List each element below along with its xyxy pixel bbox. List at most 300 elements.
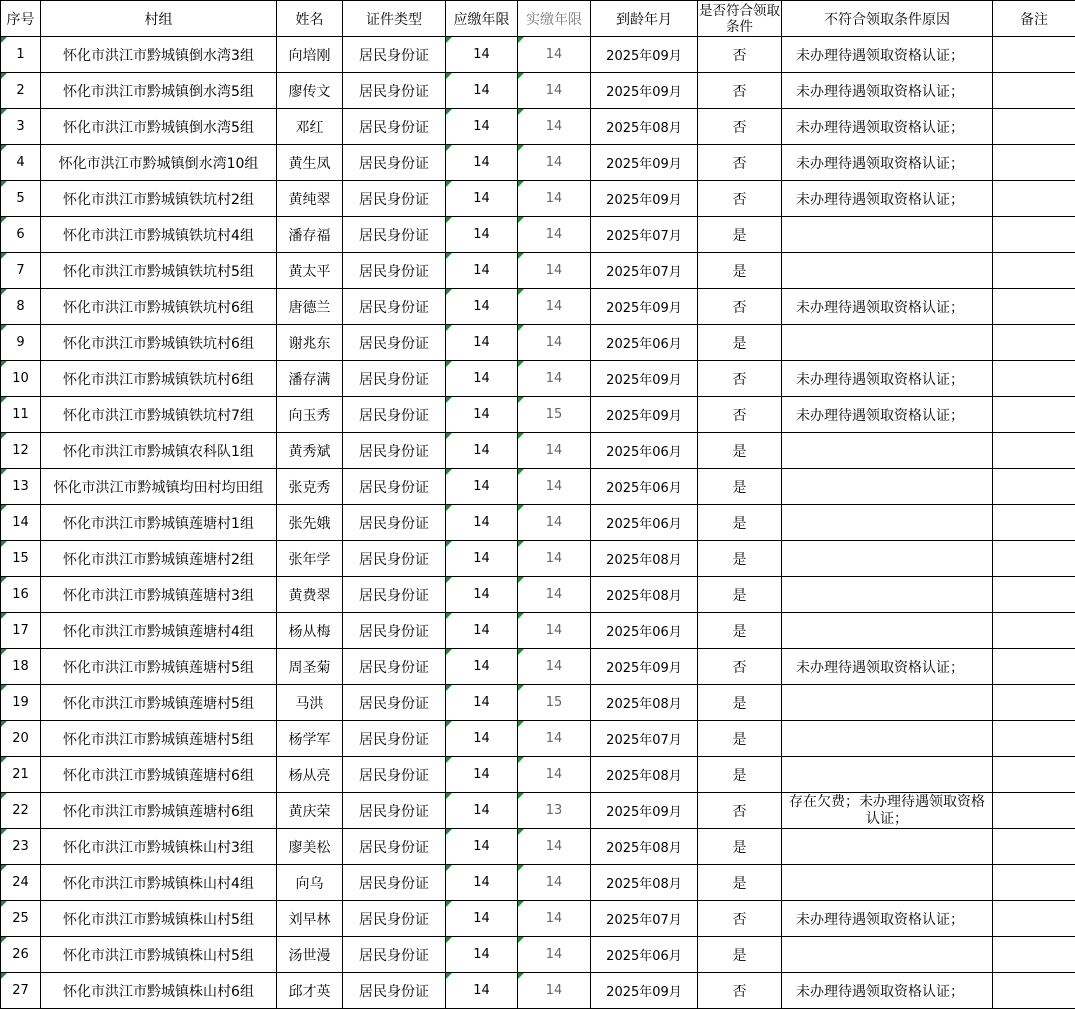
cell-reason[interactable] [782,325,993,361]
cell-village[interactable]: 怀化市洪江市黔城镇莲塘村5组 [41,649,277,685]
cell-paid-years[interactable]: 14 [518,721,591,757]
cell-id-type[interactable]: 居民身份证 [343,217,446,253]
table-row [1,469,1075,505]
cell-age-date[interactable]: 2025年08月 [591,685,698,721]
cell-remark[interactable] [993,109,1075,145]
cell-name[interactable]: 张克秀 [277,469,343,505]
cell-eligible[interactable]: 否 [698,973,782,1009]
cell-name[interactable]: 潘存满 [277,361,343,397]
cell-age-date[interactable]: 2025年06月 [591,325,698,361]
cell-reason[interactable] [782,469,993,505]
cell-no[interactable]: 7 [1,253,41,289]
cell-paid-years[interactable]: 14 [518,37,591,73]
cell-reason[interactable] [782,433,993,469]
cell-paid-years[interactable]: 14 [518,541,591,577]
cell-eligible[interactable]: 是 [698,721,782,757]
cell-remark[interactable] [993,901,1075,937]
cell-required-years[interactable]: 14 [446,757,518,793]
cell-remark[interactable] [993,433,1075,469]
cell-village[interactable]: 怀化市洪江市黔城镇莲塘村4组 [41,613,277,649]
table-row [1,721,1075,757]
cell-village[interactable]: 怀化市洪江市黔城镇铁坑村6组 [41,289,277,325]
cell-village[interactable]: 怀化市洪江市黔城镇株山村4组 [41,865,277,901]
header-reason[interactable]: 不符合领取条件原因 [782,1,993,37]
cell-eligible[interactable]: 否 [698,181,782,217]
cell-village[interactable]: 怀化市洪江市黔城镇莲塘村5组 [41,721,277,757]
cell-village[interactable]: 怀化市洪江市黔城镇铁坑村7组 [41,397,277,433]
table-row [1,37,1075,73]
cell-eligible[interactable]: 是 [698,541,782,577]
cell-remark[interactable] [993,253,1075,289]
cell-paid-years[interactable]: 14 [518,829,591,865]
cell-no[interactable]: 3 [1,109,41,145]
header-village[interactable]: 村组 [41,1,277,37]
header-age-date[interactable]: 到龄年月 [591,1,698,37]
header-eligible[interactable]: 是否符合领取条件 [699,2,780,35]
cell-eligible[interactable]: 否 [698,901,782,937]
cell-paid-years[interactable]: 14 [518,865,591,901]
table-row [1,397,1075,433]
cell-name[interactable]: 刘早林 [277,901,343,937]
cell-reason[interactable] [782,829,993,865]
cell-required-years[interactable]: 14 [446,541,518,577]
cell-no[interactable]: 12 [1,433,41,469]
cell-eligible[interactable]: 是 [698,469,782,505]
cell-no[interactable]: 17 [1,613,41,649]
cell-id-type[interactable]: 居民身份证 [343,73,446,109]
cell-no[interactable]: 25 [1,901,41,937]
cell-name[interactable]: 杨从梅 [277,613,343,649]
cell-village[interactable]: 怀化市洪江市黔城镇株山村3组 [41,829,277,865]
cell-village[interactable]: 怀化市洪江市黔城镇莲塘村6组 [41,757,277,793]
cell-no[interactable]: 21 [1,757,41,793]
cell-required-years[interactable]: 14 [446,397,518,433]
cell-remark[interactable] [993,145,1075,181]
cell-village[interactable]: 怀化市洪江市黔城镇倒水湾5组 [41,109,277,145]
cell-age-date[interactable]: 2025年06月 [591,937,698,973]
cell-no[interactable]: 11 [1,397,41,433]
header-name[interactable]: 姓名 [277,1,343,37]
cell-name[interactable]: 邱才英 [277,973,343,1009]
cell-village[interactable]: 怀化市洪江市黔城镇株山村5组 [41,937,277,973]
cell-eligible[interactable]: 是 [698,937,782,973]
cell-id-type[interactable]: 居民身份证 [343,397,446,433]
cell-paid-years[interactable]: 14 [518,577,591,613]
cell-required-years[interactable]: 14 [446,181,518,217]
cell-reason[interactable] [782,577,993,613]
cell-required-years[interactable]: 14 [446,685,518,721]
cell-eligible[interactable]: 是 [698,829,782,865]
cell-remark[interactable] [993,217,1075,253]
cell-paid-years[interactable]: 14 [518,253,591,289]
cell-eligible[interactable]: 否 [698,289,782,325]
cell-required-years[interactable]: 14 [446,217,518,253]
cell-required-years[interactable]: 14 [446,253,518,289]
cell-name[interactable]: 向乌 [277,865,343,901]
cell-age-date[interactable]: 2025年09月 [591,289,698,325]
cell-age-date[interactable]: 2025年08月 [591,757,698,793]
cell-age-date[interactable]: 2025年09月 [591,793,698,829]
cell-name[interactable]: 周圣菊 [277,649,343,685]
cell-reason[interactable]: 未办理待遇领取资格认证； [782,649,993,685]
cell-id-type[interactable]: 居民身份证 [343,325,446,361]
cell-remark[interactable] [993,505,1075,541]
cell-name[interactable]: 黄太平 [277,253,343,289]
cell-paid-years[interactable]: 14 [518,217,591,253]
cell-paid-years[interactable]: 14 [518,433,591,469]
cell-paid-years[interactable]: 14 [518,325,591,361]
cell-village[interactable]: 怀化市洪江市黔城镇倒水湾5组 [41,73,277,109]
cell-eligible[interactable]: 是 [698,253,782,289]
cell-remark[interactable] [993,973,1075,1009]
table-row [1,361,1075,397]
cell-name[interactable]: 张年学 [277,541,343,577]
cell-village[interactable]: 怀化市洪江市黔城镇株山村6组 [41,973,277,1009]
cell-eligible[interactable]: 否 [698,793,782,829]
cell-id-type[interactable]: 居民身份证 [343,685,446,721]
cell-age-date[interactable]: 2025年08月 [591,577,698,613]
cell-paid-years[interactable]: 13 [518,793,591,829]
cell-no[interactable]: 6 [1,217,41,253]
cell-name[interactable]: 廖美松 [277,829,343,865]
cell-age-date[interactable]: 2025年08月 [591,829,698,865]
cell-paid-years[interactable]: 14 [518,901,591,937]
cell-name[interactable]: 邓红 [277,109,343,145]
cell-eligible[interactable]: 是 [698,577,782,613]
cell-no[interactable]: 15 [1,541,41,577]
cell-name[interactable]: 黄秀斌 [277,433,343,469]
table-row [1,73,1075,109]
cell-eligible[interactable]: 是 [698,325,782,361]
cell-paid-years[interactable]: 14 [518,181,591,217]
cell-age-date[interactable]: 2025年06月 [591,469,698,505]
cell-required-years[interactable]: 14 [446,613,518,649]
cell-reason[interactable]: 未办理待遇领取资格认证； [782,73,993,109]
cell-village[interactable]: 怀化市洪江市黔城镇莲塘村3组 [41,577,277,613]
cell-remark[interactable] [993,289,1075,325]
table-row [1,613,1075,649]
cell-reason[interactable]: 未办理待遇领取资格认证； [782,145,993,181]
cell-reason[interactable] [782,757,993,793]
header-id-type[interactable]: 证件类型 [343,1,446,37]
cell-eligible[interactable]: 否 [698,397,782,433]
cell-no[interactable]: 2 [1,73,41,109]
cell-id-type[interactable]: 居民身份证 [343,793,446,829]
cell-remark[interactable] [993,361,1075,397]
cell-village[interactable]: 怀化市洪江市黔城镇农科队1组 [41,433,277,469]
cell-required-years[interactable]: 14 [446,325,518,361]
cell-required-years[interactable]: 14 [446,865,518,901]
cell-name[interactable]: 黄庆荣 [277,793,343,829]
cell-paid-years[interactable]: 14 [518,109,591,145]
cell-no[interactable]: 20 [1,721,41,757]
cell-name[interactable]: 黄费翠 [277,577,343,613]
cell-village[interactable]: 怀化市洪江市黔城镇莲塘村2组 [41,541,277,577]
cell-reason[interactable] [782,505,993,541]
cell-no[interactable]: 27 [1,973,41,1009]
cell-reason[interactable] [782,253,993,289]
cell-paid-years[interactable]: 14 [518,361,591,397]
header-remark[interactable]: 备注 [993,1,1075,37]
header-paid-years[interactable]: 实缴年限 [518,1,591,37]
cell-no[interactable]: 4 [1,145,41,181]
table-row [1,289,1075,325]
table-body [1,37,1075,1009]
table-row [1,685,1075,721]
cell-age-date[interactable]: 2025年09月 [591,649,698,685]
cell-required-years[interactable]: 14 [446,577,518,613]
cell-age-date[interactable]: 2025年09月 [591,397,698,433]
cell-eligible[interactable]: 是 [698,505,782,541]
cell-name[interactable]: 马洪 [277,685,343,721]
cell-remark[interactable] [993,469,1075,505]
cell-required-years[interactable]: 14 [446,649,518,685]
cell-id-type[interactable]: 居民身份证 [343,361,446,397]
cell-name[interactable]: 黄纯翠 [277,181,343,217]
cell-paid-years[interactable]: 14 [518,145,591,181]
cell-no[interactable]: 26 [1,937,41,973]
cell-village[interactable]: 怀化市洪江市黔城镇铁坑村2组 [41,181,277,217]
cell-reason[interactable]: 未办理待遇领取资格认证； [782,289,993,325]
cell-reason[interactable] [782,685,993,721]
cell-reason[interactable] [782,937,993,973]
cell-paid-years[interactable]: 14 [518,505,591,541]
cell-paid-years[interactable]: 14 [518,613,591,649]
cell-reason[interactable]: 未办理待遇领取资格认证； [782,397,993,433]
cell-name[interactable]: 潘存福 [277,217,343,253]
cell-name[interactable]: 黄生凤 [277,145,343,181]
cell-remark[interactable] [993,37,1075,73]
cell-name[interactable]: 唐德兰 [277,289,343,325]
table-row [1,757,1075,793]
cell-id-type[interactable]: 居民身份证 [343,541,446,577]
cell-reason[interactable]: 存在欠费；未办理待遇领取资格认证； [782,793,993,829]
cell-age-date[interactable]: 2025年06月 [591,613,698,649]
cell-id-type[interactable]: 居民身份证 [343,973,446,1009]
cell-id-type[interactable]: 居民身份证 [343,757,446,793]
cell-age-date[interactable]: 2025年07月 [591,721,698,757]
cell-no[interactable]: 23 [1,829,41,865]
cell-village[interactable]: 怀化市洪江市黔城镇株山村5组 [41,901,277,937]
cell-id-type[interactable]: 居民身份证 [343,289,446,325]
table-row [1,253,1075,289]
cell-paid-years[interactable]: 14 [518,73,591,109]
cell-eligible[interactable]: 否 [698,73,782,109]
cell-eligible[interactable]: 否 [698,37,782,73]
cell-paid-years[interactable]: 15 [518,397,591,433]
cell-required-years[interactable]: 14 [446,361,518,397]
cell-id-type[interactable]: 居民身份证 [343,505,446,541]
cell-remark[interactable] [993,613,1075,649]
cell-reason[interactable]: 未办理待遇领取资格认证； [782,37,993,73]
cell-age-date[interactable]: 2025年06月 [591,505,698,541]
table-row [1,793,1075,829]
table-row [1,901,1075,937]
cell-id-type[interactable]: 居民身份证 [343,181,446,217]
cell-age-date[interactable]: 2025年09月 [591,973,698,1009]
cell-village[interactable]: 怀化市洪江市黔城镇铁坑村4组 [41,217,277,253]
cell-village[interactable]: 怀化市洪江市黔城镇倒水湾10组 [41,145,277,181]
cell-required-years[interactable]: 14 [446,721,518,757]
cell-paid-years[interactable]: 14 [518,649,591,685]
cell-id-type[interactable]: 居民身份证 [343,37,446,73]
cell-reason[interactable] [782,613,993,649]
cell-eligible[interactable]: 否 [698,109,782,145]
cell-village[interactable]: 怀化市洪江市黔城镇倒水湾3组 [41,37,277,73]
table-row [1,577,1075,613]
cell-reason[interactable]: 未办理待遇领取资格认证； [782,181,993,217]
cell-age-date[interactable]: 2025年06月 [591,433,698,469]
cell-required-years[interactable]: 14 [446,145,518,181]
cell-required-years[interactable]: 14 [446,73,518,109]
cell-no[interactable]: 16 [1,577,41,613]
cell-required-years[interactable]: 14 [446,937,518,973]
cell-id-type[interactable]: 居民身份证 [343,613,446,649]
cell-id-type[interactable]: 居民身份证 [343,937,446,973]
cell-age-date[interactable]: 2025年09月 [591,73,698,109]
cell-eligible[interactable]: 是 [698,685,782,721]
cell-age-date[interactable]: 2025年07月 [591,901,698,937]
cell-eligible[interactable]: 是 [698,217,782,253]
table-row [1,973,1075,1009]
cell-village[interactable]: 怀化市洪江市黔城镇铁坑村5组 [41,253,277,289]
cell-id-type[interactable]: 居民身份证 [343,145,446,181]
cell-id-type[interactable]: 居民身份证 [343,433,446,469]
cell-no[interactable]: 5 [1,181,41,217]
cell-id-type[interactable]: 居民身份证 [343,577,446,613]
cell-required-years[interactable]: 14 [446,829,518,865]
cell-reason[interactable] [782,865,993,901]
cell-required-years[interactable]: 14 [446,505,518,541]
table-row [1,217,1075,253]
cell-remark[interactable] [993,541,1075,577]
cell-village[interactable]: 怀化市洪江市黔城镇铁坑村6组 [41,361,277,397]
cell-id-type[interactable]: 居民身份证 [343,253,446,289]
cell-reason[interactable]: 未办理待遇领取资格认证； [782,109,993,145]
cell-no[interactable]: 10 [1,361,41,397]
cell-name[interactable]: 向培刚 [277,37,343,73]
header-required-years[interactable]: 应缴年限 [446,1,518,37]
cell-required-years[interactable]: 14 [446,109,518,145]
cell-reason[interactable] [782,721,993,757]
cell-paid-years[interactable]: 14 [518,469,591,505]
cell-village[interactable]: 怀化市洪江市黔城镇均田村均田组 [41,469,277,505]
cell-id-type[interactable]: 居民身份证 [343,469,446,505]
cell-remark[interactable] [993,937,1075,973]
cell-required-years[interactable]: 14 [446,289,518,325]
cell-required-years[interactable]: 14 [446,469,518,505]
cell-remark[interactable] [993,73,1075,109]
cell-remark[interactable] [993,649,1075,685]
cell-village[interactable]: 怀化市洪江市黔城镇莲塘村5组 [41,685,277,721]
table-row [1,109,1075,145]
cell-no[interactable]: 9 [1,325,41,361]
cell-eligible[interactable]: 否 [698,145,782,181]
cell-remark[interactable] [993,685,1075,721]
cell-age-date[interactable]: 2025年07月 [591,217,698,253]
cell-eligible[interactable]: 是 [698,757,782,793]
cell-id-type[interactable]: 居民身份证 [343,109,446,145]
cell-name[interactable]: 向玉秀 [277,397,343,433]
cell-age-date[interactable]: 2025年09月 [591,145,698,181]
cell-remark[interactable] [993,865,1075,901]
cell-age-date[interactable]: 2025年08月 [591,865,698,901]
cell-village[interactable]: 怀化市洪江市黔城镇莲塘村1组 [41,505,277,541]
cell-age-date[interactable]: 2025年09月 [591,181,698,217]
cell-id-type[interactable]: 居民身份证 [343,649,446,685]
cell-eligible[interactable]: 否 [698,649,782,685]
cell-remark[interactable] [993,829,1075,865]
cell-reason[interactable]: 未办理待遇领取资格认证； [782,973,993,1009]
cell-age-date[interactable]: 2025年09月 [591,361,698,397]
cell-no[interactable]: 14 [1,505,41,541]
cell-id-type[interactable]: 居民身份证 [343,721,446,757]
cell-required-years[interactable]: 14 [446,901,518,937]
cell-no[interactable]: 8 [1,289,41,325]
cell-no[interactable]: 18 [1,649,41,685]
cell-paid-years[interactable]: 14 [518,937,591,973]
cell-required-years[interactable]: 14 [446,973,518,1009]
cell-reason[interactable] [782,541,993,577]
cell-remark[interactable] [993,181,1075,217]
cell-remark[interactable] [993,757,1075,793]
cell-id-type[interactable]: 居民身份证 [343,829,446,865]
cell-age-date[interactable]: 2025年08月 [591,109,698,145]
cell-required-years[interactable]: 14 [446,793,518,829]
header-no[interactable]: 序号 [1,1,41,37]
cell-paid-years[interactable]: 14 [518,757,591,793]
cell-required-years[interactable]: 14 [446,433,518,469]
cell-age-date[interactable]: 2025年07月 [591,253,698,289]
cell-name[interactable]: 杨学军 [277,721,343,757]
cell-name[interactable]: 谢兆东 [277,325,343,361]
cell-remark[interactable] [993,793,1075,829]
cell-remark[interactable] [993,577,1075,613]
cell-no[interactable]: 13 [1,469,41,505]
cell-remark[interactable] [993,721,1075,757]
cell-eligible[interactable]: 是 [698,433,782,469]
cell-age-date[interactable]: 2025年08月 [591,541,698,577]
cell-no[interactable]: 24 [1,865,41,901]
cell-paid-years[interactable]: 14 [518,973,591,1009]
cell-reason[interactable]: 未办理待遇领取资格认证； [782,901,993,937]
cell-reason[interactable]: 未办理待遇领取资格认证； [782,361,993,397]
cell-name[interactable]: 杨从亮 [277,757,343,793]
cell-name[interactable]: 汤世漫 [277,937,343,973]
cell-eligible[interactable]: 是 [698,865,782,901]
cell-reason[interactable] [782,217,993,253]
cell-name[interactable]: 廖传文 [277,73,343,109]
cell-no[interactable]: 1 [1,37,41,73]
table-row [1,505,1075,541]
cell-no[interactable]: 19 [1,685,41,721]
cell-paid-years[interactable]: 14 [518,289,591,325]
cell-paid-years[interactable]: 15 [518,685,591,721]
cell-no[interactable]: 22 [1,793,41,829]
table-row [1,829,1075,865]
cell-id-type[interactable]: 居民身份证 [343,901,446,937]
cell-age-date[interactable]: 2025年09月 [591,37,698,73]
cell-remark[interactable] [993,397,1075,433]
cell-required-years[interactable]: 14 [446,37,518,73]
cell-eligible[interactable]: 是 [698,613,782,649]
cell-id-type[interactable]: 居民身份证 [343,865,446,901]
cell-name[interactable]: 张先娥 [277,505,343,541]
cell-village[interactable]: 怀化市洪江市黔城镇铁坑村6组 [41,325,277,361]
cell-remark[interactable] [993,325,1075,361]
cell-eligible[interactable]: 否 [698,361,782,397]
cell-village[interactable]: 怀化市洪江市黔城镇莲塘村6组 [41,793,277,829]
